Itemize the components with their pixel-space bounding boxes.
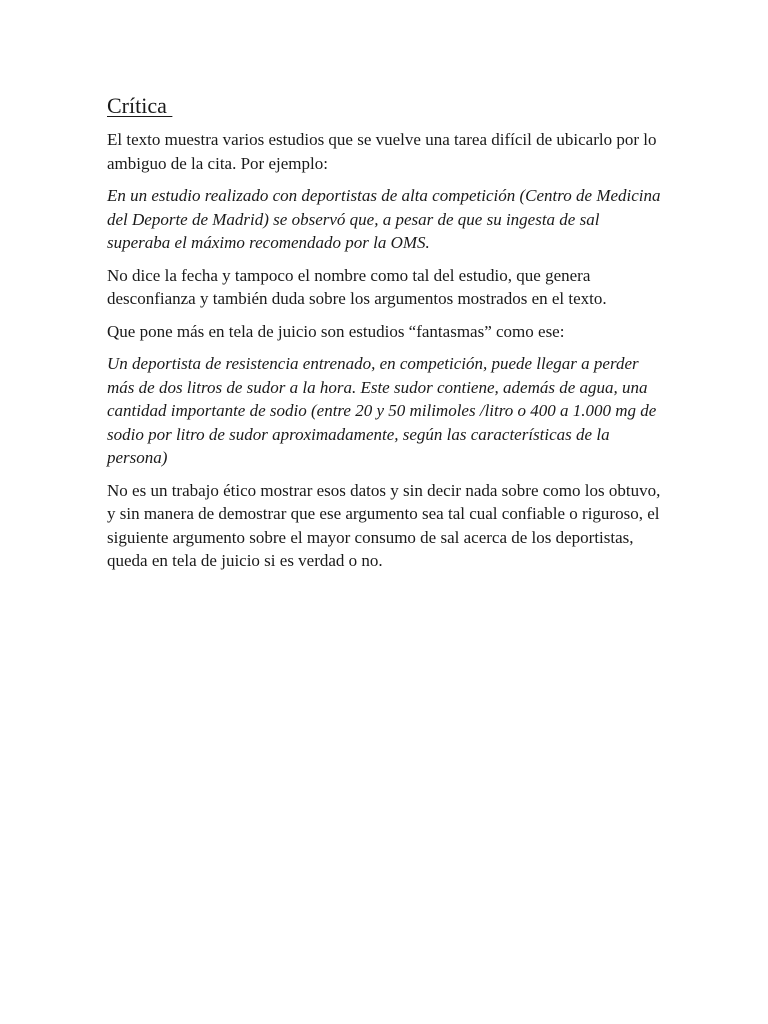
paragraph-critique-date: No dice la fecha y tampoco el nombre como tal del estudio, que genera desconfianza y también duda sobre los argumentos mostrados en el texto. — [107, 265, 607, 308]
section-heading: Crítica — [107, 93, 173, 118]
document-body — [107, 92, 663, 582]
paragraph-intro: El texto muestra varios estudios que se vuelve una tarea difícil de ubicarlo por lo ambiguo de la cita. Por ejemplo: — [107, 130, 657, 173]
quote-sweat-sodium: Un deportista de resistencia entrenado, en competición, puede llegar a perder más de dos litros de sudor a la hora. Este sudor contiene, además de agua, una cantidad importante de sodio (entre 20 y 50 milimoles /litro o 400 a 1.000 mg de sodio por litro de sudor aproximadamente, según las características de la persona) — [107, 354, 657, 467]
paragraph-conclusion: No es un trabajo ético mostrar esos datos y sin decir nada sobre como los obtuvo, y sin manera de demostrar que ese argumento sea tal cual confiable o riguroso, el siguiente argumento sobre el mayor consumo de sal acerca de los deportistas, queda en tela de juicio si es verdad o no. — [107, 480, 661, 570]
paragraph-phantom-studies: Que pone más en tela de juicio son estudios “fantasmas” como ese: — [107, 321, 565, 341]
quote-study: En un estudio realizado con deportistas de alta competición (Centro de Medicina del Deporte de Madrid) se observó que, a pesar de que su ingesta de sal superaba el máximo recomendado por la OMS. — [107, 186, 661, 252]
